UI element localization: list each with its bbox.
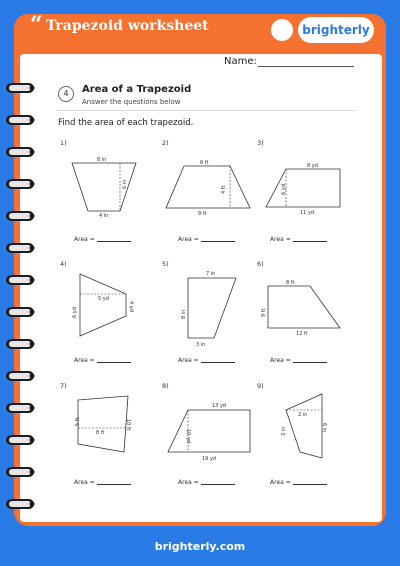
dimension-label: 4 yd — [128, 301, 134, 312]
dimension-label: 12 ft — [296, 331, 308, 337]
dimension-label: 6 yd — [72, 307, 78, 318]
dimension-label: 8 in — [97, 157, 107, 163]
dimension-label: 6 in — [321, 423, 327, 433]
binding-ring — [6, 240, 36, 256]
name-label: Name: — [224, 56, 257, 67]
problem-number: 1) — [60, 139, 67, 147]
problem-number: 7) — [60, 382, 67, 390]
trapezoid-figure — [166, 402, 256, 460]
binding-ring — [6, 112, 36, 128]
problem-number: 3) — [257, 139, 264, 147]
binding-ring — [6, 400, 36, 416]
dimension-label: 10 ft — [125, 419, 131, 431]
dimension-label: 4 ft — [221, 185, 227, 194]
section-number: 4 — [58, 86, 74, 102]
binding-ring — [6, 304, 36, 320]
dimension-label: 8 ft — [286, 280, 295, 286]
trapezoid-figure — [68, 272, 138, 340]
problem-number: 8) — [162, 382, 169, 390]
section-title: Area of a Trapezoid — [82, 84, 192, 95]
dimension-label: 6 ft — [200, 160, 209, 166]
dimension-label: 13 yd — [212, 403, 227, 409]
worksheet-title: Trapezoid worksheet — [46, 18, 209, 34]
instruction-text: Find the area of each trapezoid. — [58, 118, 194, 128]
area-answer[interactable]: Area = — [270, 236, 327, 243]
trapezoid-figure — [164, 160, 254, 216]
area-answer[interactable]: Area = — [270, 357, 327, 364]
dimension-label: 4 in — [99, 213, 109, 219]
dimension-label: 19 yd — [202, 456, 217, 462]
area-answer[interactable]: Area = — [178, 236, 235, 243]
problem-number: 9) — [257, 382, 264, 390]
binding-ring — [6, 432, 36, 448]
name-line[interactable] — [258, 66, 354, 67]
binding-ring — [6, 272, 36, 288]
dimension-label: 3 in — [281, 426, 287, 436]
binding-ring — [6, 208, 36, 224]
section-subtitle: Answer the questions below — [82, 98, 181, 106]
circle-decoration — [271, 19, 293, 41]
trapezoid-figure — [280, 392, 340, 464]
quote-icon: “ — [30, 12, 43, 38]
binding-ring — [6, 144, 36, 160]
trapezoid-figure — [70, 157, 150, 219]
dimension-label: 10 yd — [185, 429, 191, 444]
trapezoid-figure — [264, 163, 344, 217]
dimension-label: 8 in — [181, 309, 187, 319]
section-header — [56, 81, 356, 111]
dimension-label: 8 ft — [96, 430, 105, 436]
dimension-label: 2 in — [298, 412, 308, 418]
binding-ring — [6, 176, 36, 192]
binding-ring — [6, 496, 36, 512]
dimension-label: 6 yd — [281, 184, 287, 195]
area-answer[interactable]: Area = — [74, 479, 131, 486]
area-answer[interactable]: Area = — [178, 479, 235, 486]
trapezoid-figure — [180, 270, 250, 348]
binding-ring — [6, 336, 36, 352]
dimension-label: 7 in — [206, 271, 216, 277]
area-answer[interactable]: Area = — [178, 357, 235, 364]
area-answer[interactable]: Area = — [74, 236, 131, 243]
dimension-label: 11 yd — [300, 210, 315, 216]
area-answer[interactable]: Area = — [74, 357, 131, 364]
trapezoid-figure — [74, 394, 144, 456]
trapezoid-figure — [260, 280, 350, 336]
brighterly-logo: brighterly — [298, 17, 374, 43]
binding-ring — [6, 464, 36, 480]
dimension-label: 5 yd — [98, 296, 109, 302]
dimension-label: 3 in — [196, 342, 206, 348]
dimension-label: 9 ft — [198, 211, 207, 217]
problem-number: 4) — [60, 260, 67, 268]
dimension-label: 6 in — [122, 179, 128, 189]
problem-number: 5) — [162, 260, 169, 268]
binding-ring — [6, 80, 36, 96]
dimension-label: 9 ft — [261, 308, 267, 317]
area-answer[interactable]: Area = — [270, 479, 327, 486]
dimension-label: 5 ft — [75, 417, 81, 426]
dimension-label: 8 yd — [307, 163, 318, 169]
binding-ring — [6, 368, 36, 384]
footer-url: brighterly.com — [154, 540, 246, 553]
problem-number: 2) — [162, 139, 169, 147]
problem-number: 6) — [257, 260, 264, 268]
